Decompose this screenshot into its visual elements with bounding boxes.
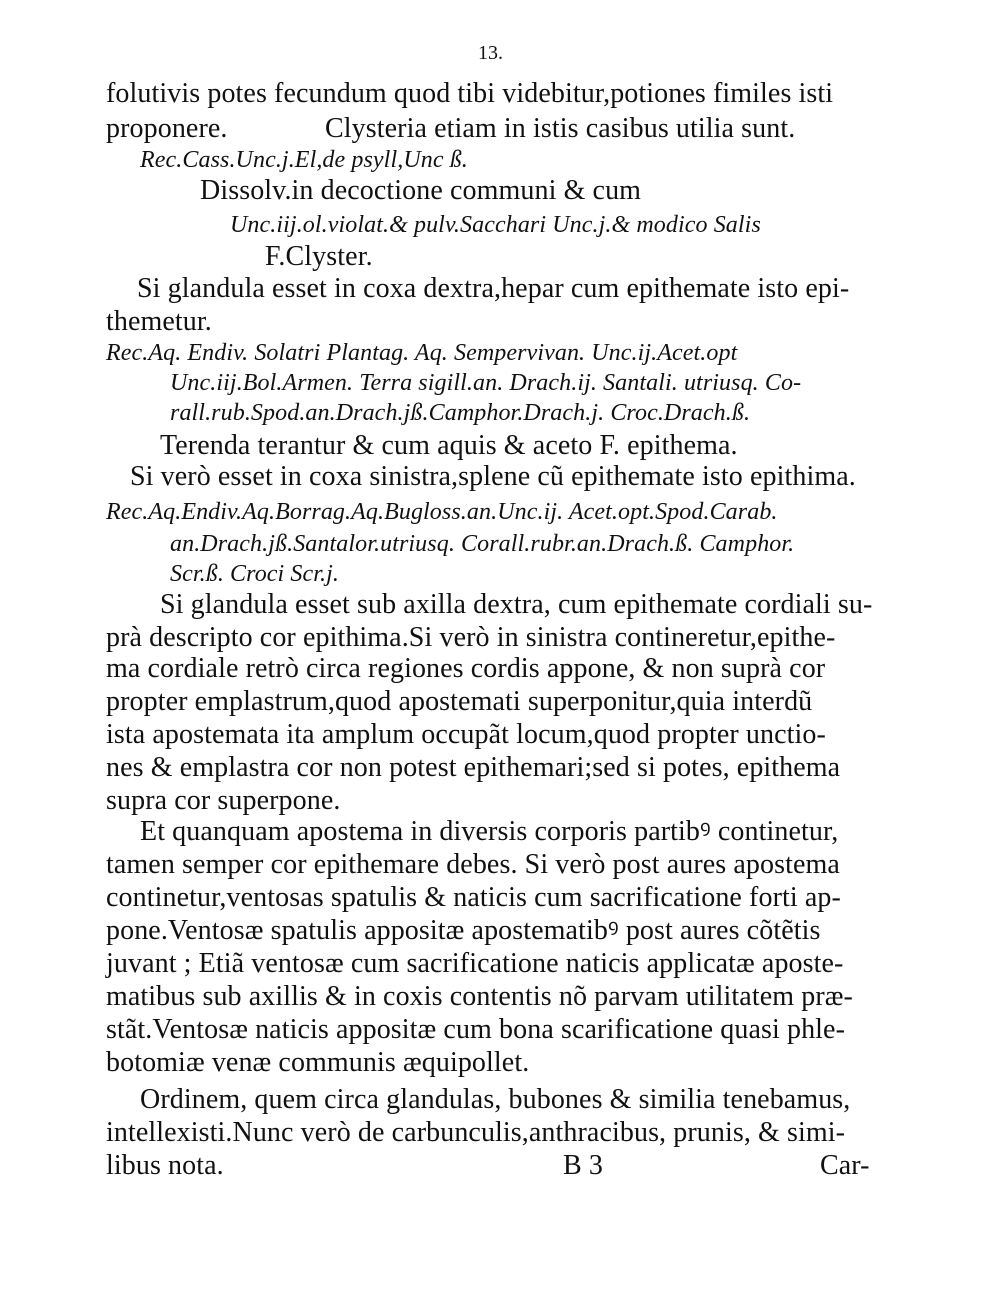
text-line: F.Clyster. xyxy=(265,241,373,272)
text-line: Terenda terantur & cum aquis & aceto F. epithema. xyxy=(160,430,738,461)
text-line: supra cor superpone. xyxy=(106,785,341,816)
text-line: Dissolv.in decoctione communi & cum xyxy=(200,175,642,206)
text-line: ma cordiale retrò circa regiones cordis appone, & non suprà cor xyxy=(106,653,826,684)
recipe-line: Rec.Aq.Endiv.Aq.Borrag.Aq.Bugloss.an.Unc.ij. Acet.opt.Spod.Carab. xyxy=(106,499,778,525)
text-line: botomiæ venæ communis æquipollet. xyxy=(106,1047,530,1078)
text-line: tamen semper cor epithemare debes. Si verò post aures apostema xyxy=(106,849,840,880)
text-line: nes & emplastra cor non potest epithemari;sed si potes, epithema xyxy=(106,752,841,783)
catchword: Car- xyxy=(820,1150,870,1181)
text-line: prà descripto cor epithima.Si verò in sinistra contineretur,epithe- xyxy=(106,622,836,653)
recipe-line: Unc.iij.Bol.Armen. Terra sigill.an. Drach.ij. Santali. utriusq. Co- xyxy=(170,370,802,396)
text-line: intellexisti.Nunc verò de carbunculis,anthracibus, prunis, & simi- xyxy=(106,1117,846,1148)
text-line: ista apostemata ita amplum occupãt locum,quod propter unctio- xyxy=(106,719,826,750)
text-line: pone.Ventosæ spatulis appositæ apostematibꝰ post aures cõtẽtis xyxy=(106,915,821,946)
recipe-line: rall.rub.Spod.an.Drach.jß.Camphor.Drach.j. Croc.Drach.ß. xyxy=(170,400,751,426)
text-line: continetur,ventosas spatulis & naticis cum sacrificatione forti ap- xyxy=(106,882,841,913)
text-line: folutivis potes fecundum quod tibi videbitur,potiones fimiles isti xyxy=(106,78,834,109)
recipe-line: Rec.Cass.Unc.j.El,de psyll,Unc ß. xyxy=(140,147,468,173)
text-line: juvant ; Etiã ventosæ cum sacrificatione naticis applicatæ aposte- xyxy=(106,948,844,979)
signature-mark: B 3 xyxy=(563,1150,603,1181)
text-line: libus nota. xyxy=(106,1150,224,1181)
recipe-line: Unc.iij.ol.violat.& pulv.Sacchari Unc.j.& modico Salis xyxy=(230,212,761,238)
text-line: Et quanquam apostema in diversis corporis partibꝰ continetur, xyxy=(140,816,839,847)
text-line: Si verò esset in coxa sinistra,splene cũ epithemate isto epithima. xyxy=(130,461,856,492)
text-line: propter emplastrum,quod apostemati superponitur,quia interdũ xyxy=(106,686,813,717)
recipe-line: Scr.ß. Croci Scr.j. xyxy=(170,561,340,587)
text-line: matibus sub axillis & in coxis contentis nõ parvam utilitatem præ- xyxy=(106,981,853,1012)
text-line: Si glandula esset in coxa dextra,hepar cum epithemate isto epi- xyxy=(137,273,850,304)
page-number: 13. xyxy=(478,42,503,64)
text-line: Ordinem, quem circa glandulas, bubones & similia tenebamus, xyxy=(140,1084,851,1115)
text-line: Clysteria etiam in istis casibus utilia sunt. xyxy=(325,113,796,144)
text-line: stãt.Ventosæ naticis appositæ cum bona scarificatione quasi phle- xyxy=(106,1014,845,1045)
text-line: proponere. xyxy=(106,113,228,144)
text-line: themetur. xyxy=(106,306,212,337)
recipe-line: Rec.Aq. Endiv. Solatri Plantag. Aq. Sempervivan. Unc.ij.Acet.opt xyxy=(106,340,738,366)
text-line: Si glandula esset sub axilla dextra, cum epithemate cordiali su- xyxy=(160,589,873,620)
recipe-line: an.Drach.jß.Santalor.utriusq. Corall.rubr.an.Drach.ß. Camphor. xyxy=(170,531,795,557)
